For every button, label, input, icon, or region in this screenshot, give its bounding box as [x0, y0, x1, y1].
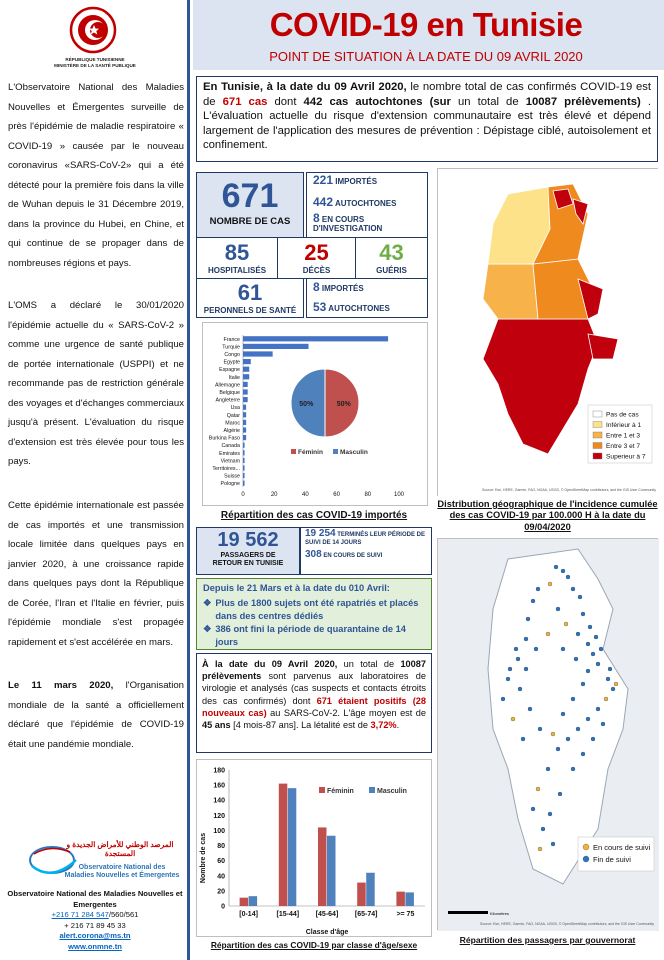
page-subtitle: POINT DE SITUATION À LA DATE DU 09 AVRIL 2020	[269, 49, 583, 64]
imported-bar	[243, 443, 245, 448]
imported-cases-caption: Répartition des cas COVID-19 importés	[220, 510, 408, 521]
passenger-dot	[506, 677, 510, 681]
passenger-dot	[581, 752, 585, 756]
imported-line: 221 IMPORTÉS	[313, 173, 378, 187]
imported-bar	[243, 405, 246, 410]
country-label: Allemagne	[214, 382, 240, 389]
passenger-dot	[521, 737, 525, 741]
age-bar	[396, 892, 405, 906]
country-label: Territoires...	[212, 466, 240, 472]
passenger-dot	[564, 622, 568, 626]
kpi-total-cases	[196, 172, 304, 238]
passenger-dot	[574, 657, 578, 661]
country-label: Belgique	[219, 390, 240, 396]
passenger-dot	[576, 727, 580, 731]
passenger-dot	[526, 617, 530, 621]
country-label: Vietnam	[220, 458, 240, 465]
passengers-map-caption: Répartition des passagers par gouvernorat	[459, 935, 636, 945]
passenger-dot	[586, 642, 590, 646]
tests-summary: À la date du 09 Avril 2020, un total de 10087 prélèvements sont parvenus aux laboratoires de virologie et analysés (cas suspects et contacts étroits des cas confirmés) dont 671 étaient positifs (28 nouveaux cas) au SARS-CoV-2. L'âge moyen est de 45 ans [4 mois-87 ans]. La létalité est de 3,72%.	[196, 653, 432, 753]
investigation-line: 8 EN COURS D'INVESTIGATION	[313, 211, 383, 233]
legend-label: Masculin	[340, 449, 368, 456]
y-tick-label: 180	[213, 767, 225, 775]
passengers-label: PASSAGERS DE RETOUR EN TUNISIE	[212, 552, 284, 567]
repatriation-heading: Depuis le 21 Mars et à la date du 010 Avril:	[203, 583, 390, 593]
legend-swatch	[593, 411, 602, 417]
footer-phone-1: +216 71 284 547/560/561	[51, 910, 139, 919]
age-category-label: >= 75	[396, 911, 415, 918]
passenger-dot	[561, 569, 565, 573]
country-label: Usa	[230, 405, 240, 412]
passenger-dot	[554, 565, 558, 569]
passenger-dot	[558, 792, 562, 796]
imported-bar	[243, 481, 245, 486]
total-cases-value: 671	[221, 177, 279, 215]
country-label: Egypte	[223, 359, 240, 366]
footer-website-link[interactable]: www.onmne.tn	[68, 941, 122, 951]
legend-swatch	[319, 787, 325, 793]
imported-bar	[243, 336, 388, 341]
y-tick-label: 100	[213, 827, 225, 835]
passenger-dot	[601, 722, 605, 726]
age-category-label: [45-64]	[315, 911, 339, 918]
footer-email-link[interactable]: alert.corona@ms.tn	[59, 931, 131, 940]
map1-source: Source: Esri, HERE, Garmin, FAO, NOAA, USGS, © OpenStreetMap contributors, and the GIS User Community	[482, 488, 656, 492]
passenger-dot	[586, 669, 590, 673]
country-label: Maroc	[225, 420, 240, 427]
age-bar	[357, 883, 366, 906]
country-label: Emirates	[219, 450, 240, 457]
sex-pie-chart	[287, 347, 397, 477]
legend-swatch	[583, 856, 589, 862]
country-label: Espagne	[219, 367, 240, 374]
y-tick-label: 60	[217, 858, 225, 866]
passenger-dot	[571, 697, 575, 701]
y-tick-label: 120	[213, 812, 225, 820]
passenger-dot	[531, 807, 535, 811]
legend-swatch	[291, 449, 296, 454]
age-bar	[327, 836, 336, 906]
imported-bar	[243, 412, 246, 417]
country-label: Qatar	[226, 412, 240, 419]
imported-bar	[243, 420, 246, 425]
page-title: COVID-19 en Tunisie	[269, 6, 583, 43]
imported-bar	[243, 450, 245, 455]
pie-value-label: 50%	[299, 401, 314, 408]
passenger-dot	[528, 707, 532, 711]
x-tick-label: 40	[302, 492, 309, 498]
country-label: Pologne	[220, 481, 240, 488]
passenger-dot	[596, 707, 600, 711]
passenger-dot	[556, 607, 560, 611]
scale-label: Kilomètres	[490, 911, 509, 916]
country-label: France	[223, 336, 240, 343]
passenger-dot	[604, 697, 608, 701]
legend-swatch	[593, 432, 602, 438]
country-label: Turquie	[222, 344, 240, 351]
legend-swatch	[593, 453, 602, 459]
imported-bar	[243, 458, 245, 463]
age-sex-bar-chart	[197, 760, 433, 938]
legend-swatch	[583, 844, 589, 850]
y-tick-label: 140	[213, 797, 225, 805]
legend-label: Féminin	[327, 788, 354, 795]
imported-bar	[243, 351, 273, 356]
passenger-dot	[556, 747, 560, 751]
kpi-hospitalized	[196, 237, 278, 279]
passenger-dot	[571, 767, 575, 771]
deaths-label: DÉCÈS	[302, 266, 331, 275]
age-category-label: [65-74]	[354, 911, 378, 918]
y-tick-label: 0	[221, 903, 225, 911]
staff-autochthonous-line: 53 AUTOCHTONES	[313, 300, 390, 314]
x-tick-label: 80	[364, 492, 372, 498]
passenger-dot	[538, 847, 542, 851]
imported-bar	[243, 397, 248, 402]
intro-paragraph-3: Cette épidémie internationale est passée de cas importés et une transmission locale limitée dans quelques pays en janvier 2020, à une croissance rapide dans quelques pays dont la République de Corée, l'Iran et l'Italie en février, puis l'épidémie mondiale s'est propagée rapidement et s'est accélérée en mars.	[8, 500, 184, 648]
y-axis-title: Nombre de cas	[200, 832, 207, 884]
intro-paragraph-2: L'OMS a déclaré le 30/01/2020 l'épidémie actuelle du « SARS-CoV-2 » comme une urgence de santé publique de portée internationale (USPPI) et ne recommande pas de restriction générale des voyages et d'échanges commerciaux jusqu'à présent. L'évaluation du risque d'extension est très élevée pour tous les pays.	[8, 300, 184, 467]
country-label: Italie	[228, 374, 240, 381]
kpi-passengers	[196, 527, 300, 575]
age-bar	[405, 892, 414, 906]
age-sex-chart	[196, 759, 432, 937]
legend-swatch	[333, 449, 338, 454]
passenger-dot	[581, 612, 585, 616]
legend-swatch	[593, 422, 602, 428]
imported-bar	[243, 367, 249, 372]
passenger-dot	[571, 587, 575, 591]
followup-ongoing-line: 308 EN COURS DE SUIVI	[305, 549, 383, 560]
passenger-dot	[611, 687, 615, 691]
onmne-arabic-name: المرصد الوطني للأمراض الجديدة و المستجدة	[66, 840, 174, 858]
kpi-cured	[355, 237, 428, 279]
passenger-dot	[599, 647, 603, 651]
passenger-dot	[536, 787, 540, 791]
incidence-map-caption: Distribution géographique de l'incidence cumulée des cas COVID-19 par 100.000 H à la date du 09/04/2020	[437, 499, 658, 532]
intro-paragraph-1: L'Observatoire National des Maladies Nouvelles et Émergentes surveille de près l'épidémie de maladie respiratoire « COVID-19 » causée par le nouveau coronavirus «SARS-CoV-2» qui a été détecté pour la première fois dans la ville de Wuhan depuis le 31 Décembre 2019, dans la province du Hubei, en Chine, et qui continue de se propager dans de nombreuses régions et pays.	[8, 82, 184, 269]
imported-bar	[243, 374, 249, 379]
country-label: Angleterre	[215, 397, 240, 404]
tunisia-emblem-logo	[58, 4, 128, 56]
age-category-label: [0-14]	[239, 911, 258, 918]
passenger-dot	[578, 595, 582, 599]
followup-done-line: 19 254 TERMINÉS LEUR PÉRIODE DE SUIVI DE 14 JOURS	[305, 528, 425, 546]
country-label: Algérie	[223, 428, 240, 434]
cured-label: GUÉRIS	[376, 266, 407, 275]
legend-swatch	[369, 787, 375, 793]
y-tick-label: 160	[213, 782, 225, 790]
imported-bar	[243, 465, 245, 470]
passenger-dot	[561, 647, 565, 651]
age-bar	[249, 896, 258, 906]
repatriation-bullet-2: ❖ 386 ont fini la période de quarantaine de 14 jours	[203, 624, 406, 647]
imported-bar	[243, 382, 248, 387]
x-axis-title: Classe d'âge	[305, 929, 349, 936]
passenger-dot	[576, 632, 580, 636]
footer-org-name: Observatoire National des Maladies Nouvelles et Emergentes	[7, 889, 183, 909]
passenger-dot	[581, 682, 585, 686]
health-staff-value: 61	[237, 280, 263, 305]
kpi-passenger-followup	[300, 527, 432, 575]
map2-source: Source: Esri, HERE, Garmin, FAO, NOAA, USGS, © OpenStreetMap contributors, and the GIS User Community	[480, 922, 654, 926]
kpi-deaths	[277, 237, 356, 279]
passenger-dot	[511, 717, 515, 721]
passenger-dot	[534, 647, 538, 651]
situation-summary: En Tunisie, à la date du 09 Avril 2020, le nombre total de cas confirmés COVID-19 est de 671 cas dont 442 cas autochtones (sur un total de 10087 prélèvements) . L'évaluation actuelle du risque d'extension communautaire est très élevé et dépend largement de l'application des mesures de prévention : Dépistage ciblé, autoisolement et confinement.	[196, 76, 658, 162]
staff-imported-line: 8 IMPORTÉS	[313, 280, 364, 294]
legend-label: Pas de cas	[606, 411, 639, 419]
passenger-dot	[516, 657, 520, 661]
legend-label: Entre 3 et 7	[606, 443, 641, 450]
passenger-dot	[524, 637, 528, 641]
passenger-dot	[514, 647, 518, 651]
country-label: Congo	[224, 352, 240, 358]
passenger-dot	[591, 737, 595, 741]
age-bar	[240, 898, 249, 906]
passenger-dot	[551, 842, 555, 846]
legend-label: Entre 1 et 3	[606, 432, 641, 440]
age-bar	[288, 788, 297, 906]
y-tick-label: 80	[217, 843, 225, 851]
passenger-dot	[536, 587, 540, 591]
legend-swatch	[593, 443, 602, 449]
passenger-dot	[551, 732, 555, 736]
legend-label: En cours de suivi	[593, 843, 651, 852]
age-sex-caption: Répartition des cas COVID-19 par classe d'âge/sexe	[210, 940, 418, 950]
passenger-dot	[596, 662, 600, 666]
pie-value-label: 50%	[336, 401, 351, 408]
kpi-staff-breakdown	[306, 278, 428, 318]
passenger-dot	[501, 697, 505, 701]
passenger-dot	[614, 682, 618, 686]
passenger-dot	[538, 727, 542, 731]
kpi-health-staff	[196, 278, 304, 318]
passenger-dot	[524, 667, 528, 671]
autochthonous-line: 442 AUTOCHTONES	[313, 195, 397, 209]
passenger-dot	[531, 599, 535, 603]
passengers-value: 19 562	[217, 529, 279, 551]
passenger-dot	[591, 652, 595, 656]
age-category-label: [15-44]	[276, 911, 300, 918]
country-label: Burkina Faso	[208, 435, 240, 442]
imported-bar	[243, 473, 245, 478]
legend-label: Inférieur à 1	[606, 422, 642, 429]
country-label: Suisse	[224, 473, 240, 480]
imported-cases-chart	[202, 322, 428, 506]
passenger-dot	[606, 677, 610, 681]
x-tick-label: 60	[333, 492, 340, 498]
passenger-dot	[566, 737, 570, 741]
legend-label: Masculin	[377, 788, 407, 795]
x-tick-label: 0	[241, 492, 245, 498]
y-tick-label: 20	[217, 888, 225, 896]
hospitalized-label: HOSPITALISÉS	[207, 266, 267, 275]
passenger-dot	[548, 582, 552, 586]
phone-link[interactable]: +216 71 284 547	[51, 910, 109, 919]
passenger-dot	[561, 712, 565, 716]
passenger-dot	[588, 625, 592, 629]
total-cases-label: NOMBRE DE CAS	[209, 216, 291, 227]
diamond-bullet-icon: ❖	[203, 598, 212, 608]
footer-contact	[2, 889, 188, 952]
passenger-dot	[546, 632, 550, 636]
kpi-case-breakdown	[306, 172, 428, 238]
legend-label: Superieur à 7	[606, 453, 646, 461]
passenger-dot	[518, 687, 522, 691]
deaths-value: 25	[304, 240, 329, 265]
intro-paragraph-4: Le 11 mars 2020, l'Organisation mondiale de la santé a officiellement déclaré que l'épidémie de COVID-19 était une pandémie mondiale.	[8, 680, 184, 750]
republic-label: RÉPUBLIQUE TUNISIENNE MINISTÈRE DE LA SANTÉ PUBLIQUE	[54, 57, 136, 68]
passenger-dot	[546, 767, 550, 771]
footer-phone-2: + 216 71 89 45 33	[64, 920, 126, 930]
imported-bar	[243, 435, 246, 440]
age-bar	[366, 873, 375, 906]
country-label: Canada	[221, 443, 240, 450]
passenger-dot	[566, 575, 570, 579]
passenger-dot	[508, 667, 512, 671]
repatriation-box	[196, 578, 432, 650]
x-tick-label: 100	[393, 492, 405, 498]
passenger-dot	[541, 827, 545, 831]
passenger-dot	[548, 812, 552, 816]
legend-label: Fin de suivi	[593, 855, 631, 864]
cured-value: 43	[379, 240, 404, 265]
legend-label: Féminin	[298, 449, 323, 456]
passenger-dot	[586, 717, 590, 721]
passenger-dot	[594, 635, 598, 639]
imported-bar	[243, 359, 251, 364]
diamond-bullet-icon: ❖	[203, 624, 212, 634]
repatriation-bullet-1: ❖ Plus de 1800 sujets ont été rapatriés et placés dans des centres dédiés	[203, 598, 419, 621]
imported-bar	[243, 427, 246, 432]
hospitalized-value: 85	[224, 240, 250, 265]
passengers-map	[437, 538, 658, 930]
passenger-dot	[608, 667, 612, 671]
health-staff-label: PERONNELS DE SANTÉ	[203, 306, 297, 315]
onmne-french-name: Observatoire National des Maladies Nouvelles et Émergentes	[64, 864, 180, 879]
incidence-map	[437, 168, 658, 496]
imported-bar	[243, 389, 248, 394]
x-tick-label: 20	[270, 492, 278, 498]
age-bar	[318, 827, 327, 906]
y-tick-label: 40	[217, 873, 225, 881]
age-bar	[279, 784, 288, 906]
